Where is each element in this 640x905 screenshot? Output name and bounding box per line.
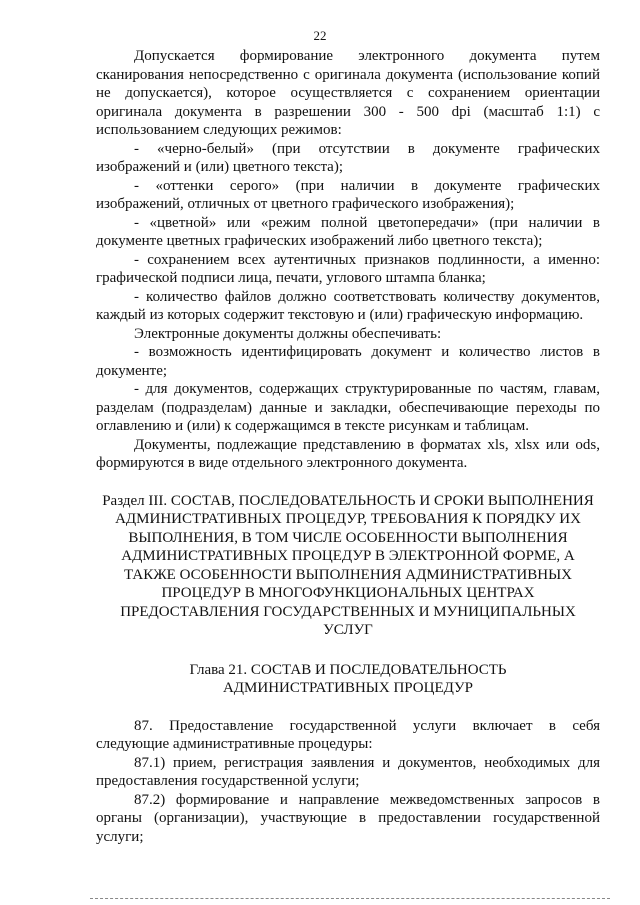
list-item-color: - «цветной» или «режим полной цветопередачи» (при наличии в документе цветных графических изображений либо цветного текста);: [96, 214, 600, 249]
list-item-authenticity: - сохранением всех аутентичных признаков подлинности, а именно: графической подписи лица, печати, углового штампа бланка;: [96, 251, 600, 286]
list-item-file-count: - количество файлов должно соответствовать количеству документов, каждый из которых содержит текстовую и (или) графическую информацию.: [96, 288, 600, 323]
paragraph-scanning: Допускается формирование электронного документа путем сканирования непосредственно с оригинала документа (использование копий не допускается), которое осуществляется с сохранением ориентации оригинала документа в разрешении 300 - 500 dpi (масштаб 1:1) с использованием следующих режимов:: [96, 48, 600, 138]
list-item-grayscale: - «оттенки серого» (при наличии в документе графических изображений, отличных от цветного графического изображения);: [96, 177, 600, 212]
document-body: [96, 47, 600, 846]
scan-edge-line: [90, 898, 610, 899]
paragraph-e-docs-requirements: Электронные документы должны обеспечивать:: [134, 325, 442, 342]
list-item-black-white: - «черно-белый» (при отсутствии в документе графических изображений и (или) цветного текста);: [96, 140, 600, 175]
paragraph-87-1: 87.1) прием, регистрация заявления и документов, необходимых для предоставления государственной услуги;: [96, 754, 600, 789]
chapter-heading: Глава 21. СОСТАВ И ПОСЛЕДОВАТЕЛЬНОСТЬ АДМИНИСТРАТИВНЫХ ПРОЦЕДУР: [189, 661, 507, 696]
paragraph-87-2: 87.2) формирование и направление межведомственных запросов в органы (организации), участвующие в предоставлении государственной услуги;: [96, 791, 600, 845]
paragraph-87: 87. Предоставление государственной услуги включает в себя следующие административные процедуры:: [96, 717, 600, 752]
page-number: 22: [313, 28, 327, 43]
list-item-identify: - возможность идентифицировать документ и количество листов в документе;: [96, 344, 600, 379]
section-heading: Раздел III. СОСТАВ, ПОСЛЕДОВАТЕЛЬНОСТЬ И СРОКИ ВЫПОЛНЕНИЯ АДМИНИСТРАТИВНЫХ ПРОЦЕДУР, ТРЕБОВАНИЯ К ПОРЯДКУ ИХ ВЫПОЛНЕНИЯ, В ТОМ ЧИСЛЕ ОСОБЕННОСТИ ВЫПОЛНЕНИЯ АДМИНИСТРАТИВНЫХ ПРОЦЕДУР В ЭЛЕКТРОННОЙ ФОРМЕ, А ТАКЖЕ ОСОБЕННОСТИ ВЫПОЛНЕНИЯ АДМИНИСТРАТИВНЫХ ПРОЦЕДУР В МНОГОФУНКЦИОНАЛЬНЫХ ЦЕНТРАХ ПРЕДОСТАВЛЕНИЯ ГОСУДАРСТВЕННЫХ И МУНИЦИПАЛЬНЫХ УСЛУГ: [102, 492, 594, 638]
paragraph-spreadsheet-formats: Документы, подлежащие представлению в форматах xls, xlsx или ods, формируются в виде отдельного электронного документа.: [96, 436, 600, 471]
list-item-structured: - для документов, содержащих структурированные по частям, главам, разделам (подразделам) данные и закладки, обеспечивающие переходы по оглавлению и (или) к содержащимся в тексте рисункам и таблицам.: [96, 381, 600, 434]
